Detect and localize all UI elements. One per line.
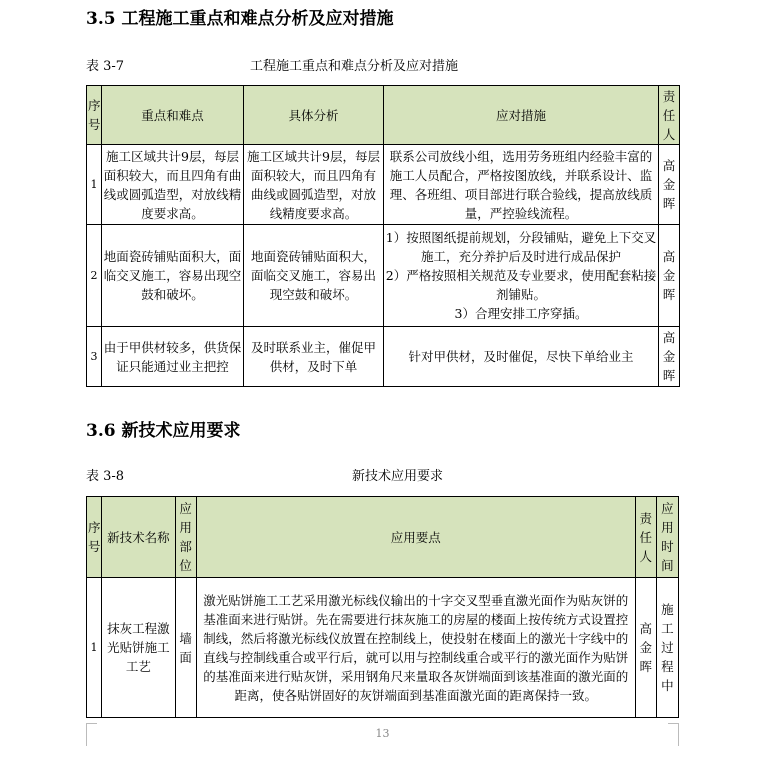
row-no: 1	[87, 578, 102, 718]
row-key-point: 施工区域共计9层，每层面积较大，而且四角有曲线或圆弧造型，对放线精度要求高。	[102, 145, 244, 225]
row-tech-name: 抹灰工程激光贴饼施工工艺	[102, 578, 175, 718]
header-no: 序号	[87, 497, 102, 578]
header-tech-name: 新技术名称	[102, 497, 175, 578]
row-owner: 高金晖	[635, 578, 656, 718]
row-analysis: 地面瓷砖铺贴面积大，面临交叉施工，容易出现空鼓和破坏。	[244, 225, 384, 327]
header-location: 应用部位	[175, 497, 196, 578]
row-measures: 联系公司放线小组，选用劳务班组内经验丰富的施工人员配合，严格按图放线，并联系设计、监理、各班组、项目部进行联合验线，提高放线质量，严控验线流程。	[384, 145, 659, 225]
row-analysis: 施工区域共计9层，每层面积较大，而且四角有曲线或圆弧造型，对放线精度要求高。	[244, 145, 384, 225]
header-owner: 责任人	[659, 86, 680, 145]
section-heading-3-6: 3.6 新技术应用要求	[86, 421, 241, 441]
page-number: 13	[375, 727, 390, 740]
table-3-8-title: 新技术应用要求	[352, 469, 444, 484]
table-row	[87, 225, 680, 327]
row-timing: 施工过程中	[656, 578, 678, 718]
table-row	[87, 145, 680, 225]
row-key-point: 地面瓷砖铺贴面积大，面临交叉施工，容易出现空鼓和破坏。	[102, 225, 244, 327]
table-header-row	[87, 86, 680, 145]
measure-item: 2）严格按照相关规范及专业要求，使用配套粘接剂铺贴。	[385, 268, 657, 302]
row-key-point: 由于甲供材较多，供货保证只能通过业主把控	[102, 327, 244, 387]
table-row	[87, 327, 680, 387]
row-requirements: 激光贴饼施工工艺采用激光标线仪输出的十字交叉型垂直激光面作为贴灰饼的基准面来进行贴饼。先在需要进行抹灰施工的房屋的楼面上按传统方式设置控制线，然后将激光标线仪放置在控制线上，使投射在楼面上的激光十字线中的直线与控制线重合或平行后，就可以用与控制线重合或平行的激光面作为贴饼的基准面来进行贴灰饼，采用钢角尺来量取各灰饼端面到该基准面的激光面的距离，使各贴饼固好的灰饼端面到基准面激光面的距离保持一致。	[196, 578, 635, 718]
row-measures	[384, 225, 659, 327]
row-no: 1	[87, 145, 102, 225]
table-3-7-title: 工程施工重点和难点分析及应对措施	[250, 59, 459, 74]
row-owner: 高金晖	[659, 225, 680, 327]
header-measures: 应对措施	[384, 86, 659, 145]
row-owner: 高金晖	[659, 327, 680, 387]
header-owner: 责任人	[635, 497, 656, 578]
header-key-point: 重点和难点	[102, 86, 244, 145]
key-difficulty-table	[86, 85, 680, 387]
row-no: 2	[87, 225, 102, 327]
measure-item: 1）按照图纸提前规划，分段铺贴，避免上下交叉施工，充分养护后及时进行成品保护	[385, 230, 657, 264]
table-3-7-label: 表 3-7	[86, 59, 125, 74]
row-analysis: 及时联系业主，催促甲供材，及时下单	[244, 327, 384, 387]
row-measures: 针对甲供材，及时催促，尽快下单给业主	[384, 327, 659, 387]
table-3-8-label: 表 3-8	[86, 469, 125, 484]
section-heading-3-5: 3.5 工程施工重点和难点分析及应对措施	[86, 9, 394, 29]
table-header-row	[87, 497, 679, 578]
new-tech-table	[86, 496, 679, 718]
header-no: 序号	[87, 86, 102, 145]
row-no: 3	[87, 327, 102, 387]
header-requirements: 应用要点	[196, 497, 635, 578]
row-owner: 高金晖	[659, 145, 680, 225]
table-row	[87, 578, 679, 718]
row-location: 墙面	[175, 578, 196, 718]
header-analysis: 具体分析	[244, 86, 384, 145]
header-timing: 应用时间	[656, 497, 678, 578]
measure-item: 3）合理安排工序穿插。	[454, 306, 588, 321]
